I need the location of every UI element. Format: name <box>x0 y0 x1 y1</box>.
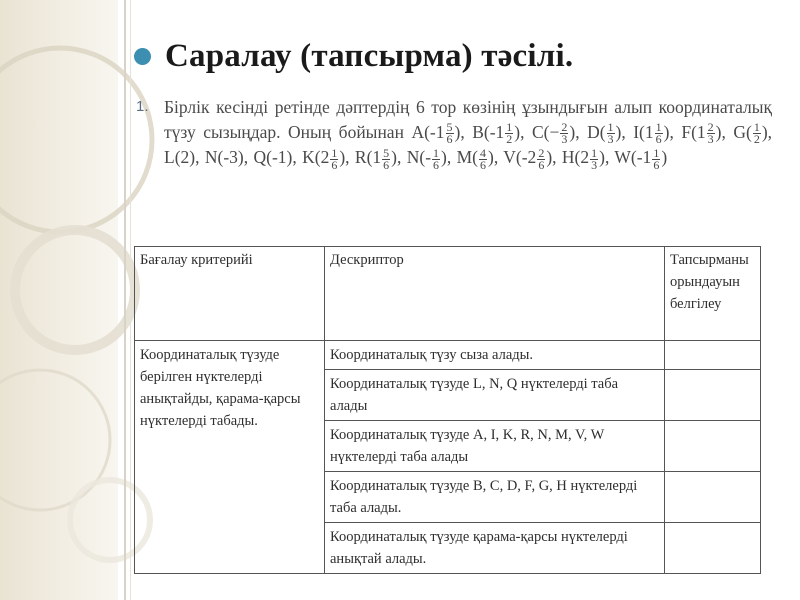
table-row <box>135 341 761 370</box>
fraction: $\frac{1}{3}$ <box>591 145 598 172</box>
mark-cell[interactable] <box>665 370 761 421</box>
mark-cell[interactable] <box>665 523 761 574</box>
point-label: I(1 $\frac{1}{6}$ ) <box>633 120 670 147</box>
fraction: $\frac{5}{6}$ <box>383 145 390 172</box>
vertical-rule <box>124 0 126 600</box>
task-intro: Бірлік кесінді ретінде дәптердің 6 тор көзінің ұзындығын алып координаталық түзу сызыңдар. Оның бойынан <box>164 97 772 142</box>
point-label: W(-1 $\frac{1}{6}$ ) <box>614 145 668 172</box>
fraction: $\frac{2}{3}$ <box>707 120 714 147</box>
fraction: $\frac{1}{2}$ <box>506 120 513 147</box>
point-label: R(1 $\frac{5}{6}$ ) <box>354 145 397 172</box>
point-label: B(-1 $\frac{1}{2}$ ) <box>472 120 521 147</box>
descriptor-cell: Координаталық түзуде B, C, D, F, G, H нүктелерді таба алады. <box>325 472 665 523</box>
point-label: A(-1 $\frac{5}{6}$ ) <box>411 120 461 147</box>
point-label: K(2 $\frac{1}{6}$ ) <box>302 145 346 172</box>
point-label: L(2) <box>164 147 196 168</box>
point-label: F(1 $\frac{2}{3}$ ) <box>681 120 722 147</box>
mark-cell[interactable] <box>665 421 761 472</box>
mark-cell[interactable] <box>665 341 761 370</box>
criterion-cell: Координаталық түзуде берілген нүктелерді анықтайды, қарама-қарсы нүктелерді табады. <box>135 341 325 574</box>
point-label: V(-2 $\frac{2}{6}$ ) <box>503 145 553 172</box>
vertical-rule-thin <box>130 0 131 600</box>
fraction: $\frac{2}{3}$ <box>561 120 568 147</box>
descriptor-cell: Координаталық түзу сыза алады. <box>325 341 665 370</box>
point-label: Q(-1) <box>253 147 293 168</box>
fraction: $\frac{4}{6}$ <box>480 145 486 172</box>
title-bullet-icon <box>134 48 151 65</box>
slide-title: Саралау (тапсырма) тәсілі. <box>165 37 574 74</box>
fraction: $\frac{1}{3}$ <box>607 120 614 147</box>
fraction: $\frac{1}{2}$ <box>753 120 760 147</box>
point-label: C(− $\frac{2}{3}$ ) <box>531 120 576 147</box>
task-text <box>164 95 772 171</box>
point-label: G( $\frac{1}{2}$ ) <box>733 120 768 147</box>
point-list: A(-1 $\frac{5}{6}$ ), B(-1 $\frac{1}{2}$ ), C(− $\frac{2}{3}$ ), D( $\frac{1}{3}$ ), I(1 $\frac{1}{6}$ ), F(1 $\frac{2}{3}$ ), G( $\frac{1}{2}$ ), L(2), N(-3), Q(-1), K(2 $\frac{1}{6}$ ), R(1 $\frac{5}{6}$ ), N(- $\frac{1}{6}$ ), M( $\frac{4}{6}$ ), V(-2 $\frac{2}{6}$ ), H(2 $\frac{1}{3}$ ), W(-1 $\frac{1}{6}$ ) <box>164 120 773 172</box>
fraction: $\frac{1}{6}$ <box>655 120 662 147</box>
list-number: 1. <box>136 98 149 115</box>
fraction: $\frac{2}{6}$ <box>538 145 545 172</box>
fraction: $\frac{1}{6}$ <box>653 145 660 172</box>
fraction: $\frac{1}{6}$ <box>331 145 338 172</box>
point-label: N(- $\frac{1}{6}$ ) <box>406 145 447 172</box>
point-label: H(2 $\frac{1}{3}$ ) <box>561 145 605 172</box>
fraction: $\frac{5}{6}$ <box>446 120 453 147</box>
assessment-table <box>134 246 761 574</box>
header-criterion: Бағалау критерийі <box>135 247 325 341</box>
descriptor-cell: Координаталық түзуде L, N, Q нүктелерді таба алады <box>325 370 665 421</box>
header-descriptor: Дескриптор <box>325 247 665 341</box>
descriptor-cell: Координаталық түзуде A, I, K, R, N, M, V, W нүктелерді таба алады <box>325 421 665 472</box>
point-label: M( $\frac{4}{6}$ ) <box>456 145 494 172</box>
title-row <box>134 30 573 82</box>
table-header-row <box>135 247 761 341</box>
descriptor-cell: Координаталық түзуде қарама-қарсы нүктелерді анықтай алады. <box>325 523 665 574</box>
fraction: $\frac{1}{6}$ <box>433 145 440 172</box>
header-mark: Тапсырманы орындауын белгілеу <box>665 247 761 341</box>
point-label: N(-3) <box>204 147 244 168</box>
mark-cell[interactable] <box>665 472 761 523</box>
point-label: D( $\frac{1}{3}$ ) <box>587 120 622 147</box>
